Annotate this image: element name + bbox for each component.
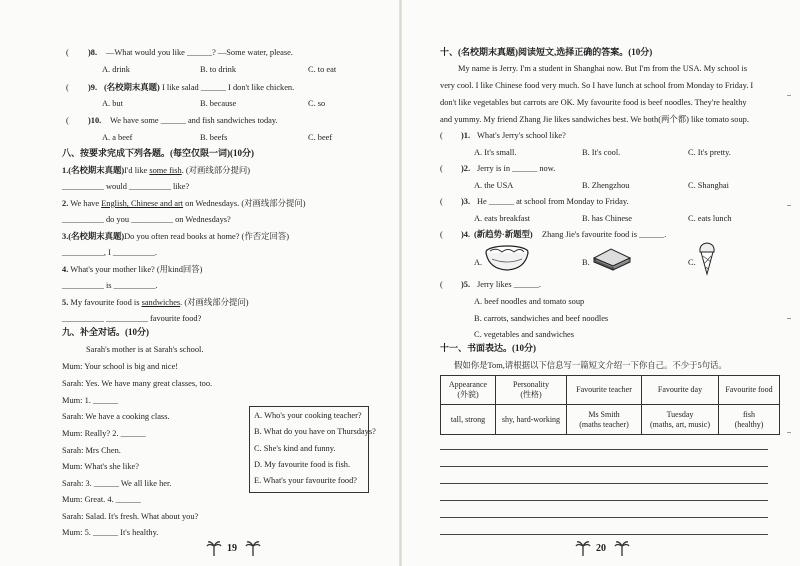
question-number: )5. bbox=[461, 280, 471, 289]
question-number: )8. bbox=[88, 48, 98, 57]
question-text: He ______ at school from Monday to Friday. bbox=[477, 197, 629, 206]
section-title: 十一、书面表达。(10分) bbox=[440, 343, 536, 353]
answer-paren: ( bbox=[440, 197, 443, 206]
answer-line[interactable]: __________ __________ favourite food? bbox=[62, 314, 202, 323]
noodle-bowl-icon bbox=[484, 243, 530, 273]
answer-line[interactable]: __________ would __________ like? bbox=[62, 182, 190, 191]
palm-icon bbox=[614, 540, 630, 556]
dialog-line: Mum: Great. 4. ______ bbox=[62, 495, 141, 504]
question-number: )10. bbox=[88, 116, 102, 125]
writing-line[interactable] bbox=[440, 466, 768, 467]
question-number: )9. bbox=[88, 83, 98, 92]
option-item: E. What's your favourite food? bbox=[254, 476, 357, 485]
answer-paren: ( bbox=[440, 131, 443, 140]
option-a: A. a beef bbox=[102, 133, 133, 142]
option-a: A. eats breakfast bbox=[474, 214, 531, 223]
question-number: )2. bbox=[461, 164, 471, 173]
dialog-line: Mum: What's she like? bbox=[62, 462, 139, 471]
ice-cream-icon bbox=[698, 240, 716, 276]
option-b: B. to drink bbox=[200, 65, 237, 74]
answer-paren: ( bbox=[66, 116, 69, 125]
section-title: 九、补全对话。(10分) bbox=[62, 327, 149, 337]
palm-icon bbox=[206, 540, 222, 556]
question-text: Zhang Jie's favourite food is ______. bbox=[542, 230, 667, 239]
writing-line[interactable] bbox=[440, 483, 768, 484]
passage-line: My name is Jerry. I'm a student in Shanghai now. But I'm from the USA. My school is bbox=[458, 64, 747, 73]
option-c: C. to eat bbox=[308, 65, 337, 74]
section-title: 八、按要求完成下列各题。(每空仅限一词)(10分) bbox=[62, 148, 254, 158]
dialog-line: Sarah: Yes. We have many great classes, too. bbox=[62, 379, 213, 388]
question-text: —What would you like ______? —Some water, please. bbox=[106, 48, 293, 57]
rewrite-question: 1.(名校期末真题)I'd like some fish. (对画线部分提问) bbox=[62, 166, 251, 175]
rewrite-question: 2. We have English, Chinese and art on Wednesdays. (对画线部分提问) bbox=[62, 199, 306, 208]
option-b: B. because bbox=[200, 99, 237, 108]
table-header: Favourite day bbox=[642, 376, 719, 405]
option-item: C. She's kind and funny. bbox=[254, 444, 336, 453]
option-item: A. Who's your cooking teacher? bbox=[254, 411, 362, 420]
option-c: C. vegetables and sandwiches bbox=[474, 330, 575, 339]
dialog-line: Sarah: Mrs Chen. bbox=[62, 446, 121, 455]
option-b: B. carrots, sandwiches and beef noodles bbox=[474, 314, 609, 323]
writing-prompt: 假如你是Tom,请根据以下信息写一篇短文介绍一下你自己。不少于5句话。 bbox=[454, 361, 727, 370]
option-item: B. What do you have on Thursdays? bbox=[254, 427, 376, 436]
question-number: )4. bbox=[461, 230, 471, 239]
option-a: A. the USA bbox=[474, 181, 514, 190]
question-number: )1. bbox=[461, 131, 471, 140]
option-c: C. Shanghai bbox=[688, 181, 729, 190]
table-cell: fish (healthy) bbox=[719, 405, 780, 435]
palm-icon bbox=[245, 540, 261, 556]
option-b: B. It's cool. bbox=[582, 148, 621, 157]
answer-line[interactable]: __________ is __________. bbox=[62, 281, 158, 290]
answer-paren: ( bbox=[440, 230, 443, 239]
table-header: Favourite food bbox=[719, 376, 780, 405]
option-a: A. bbox=[474, 258, 483, 267]
option-c: C. bbox=[688, 258, 696, 267]
question-text: What's Jerry's school like? bbox=[477, 131, 566, 140]
dialog-line: Mum: 5. ______ It's healthy. bbox=[62, 528, 159, 537]
dialog-line: Mum: Your school is big and nice! bbox=[62, 362, 179, 371]
palm-icon bbox=[575, 540, 591, 556]
passage-line: very cool. I like Chinese food very much. So I have lunch at school from Monday to Friday. I bbox=[440, 81, 754, 90]
option-b: B. bbox=[582, 258, 590, 267]
dialog-line: Mum: Really? 2. ______ bbox=[62, 429, 146, 438]
option-c: C. eats lunch bbox=[688, 214, 732, 223]
dialog-line: Mum: 1. ______ bbox=[62, 396, 119, 405]
section-title: 十、(名校期末真题)阅读短文,选择正确的答案。(10分) bbox=[440, 47, 653, 57]
option-a: A. drink bbox=[102, 65, 130, 74]
question-tag: (名校期末真题) bbox=[104, 83, 160, 92]
question-tag: (新趋势·新题型) bbox=[474, 230, 533, 239]
table-header: Appearance (外貌) bbox=[441, 376, 496, 405]
table-cell: Ms Smith (maths teacher) bbox=[567, 405, 642, 435]
option-a: A. It's small. bbox=[474, 148, 517, 157]
dialog-line: Sarah: We have a cooking class. bbox=[62, 412, 170, 421]
table-header-row bbox=[441, 376, 780, 405]
margin-tick bbox=[787, 318, 791, 319]
writing-line[interactable] bbox=[440, 534, 768, 535]
rewrite-question: 5. My favourite food is sandwiches. (对画线部分提问) bbox=[62, 298, 249, 307]
question-number: )3. bbox=[461, 197, 471, 206]
option-c: C. beef bbox=[308, 133, 333, 142]
question-text: Jerry is in ______ now. bbox=[477, 164, 556, 173]
dialog-line: Sarah: 3. ______ We all like her. bbox=[62, 479, 172, 488]
table-cell: Tuesday (maths, art, music) bbox=[642, 405, 719, 435]
answer-paren: ( bbox=[66, 48, 69, 57]
margin-tick bbox=[787, 95, 791, 96]
option-b: B. has Chinese bbox=[582, 214, 633, 223]
rewrite-question: 4. What's your mother like? (用kind回答) bbox=[62, 265, 203, 274]
answer-paren: ( bbox=[66, 83, 69, 92]
answer-paren: ( bbox=[440, 164, 443, 173]
question-text: I like salad ______ I don't like chicken. bbox=[162, 83, 295, 92]
option-a: A. beef noodles and tomato soup bbox=[474, 297, 585, 306]
answer-paren: ( bbox=[440, 280, 443, 289]
info-table bbox=[440, 375, 780, 435]
answer-line[interactable]: __________, I __________. bbox=[62, 248, 157, 257]
sandwich-icon bbox=[591, 246, 633, 272]
dialog-line: Sarah's mother is at Sarah's school. bbox=[86, 345, 204, 354]
page-gutter bbox=[399, 0, 402, 566]
table-header: Favourite teacher bbox=[567, 376, 642, 405]
passage-line: and yummy. My friend Zhang Jie likes sandwiches best. We both(两个都) like tomato soup. bbox=[440, 115, 749, 124]
options-box bbox=[249, 406, 376, 493]
table-header: Personality (性格) bbox=[496, 376, 567, 405]
question-text: Jerry likes ______. bbox=[477, 280, 541, 289]
option-b: B. beefs bbox=[200, 133, 228, 142]
dialog-line: Sarah: Salad. It's fresh. What about you? bbox=[62, 512, 199, 521]
table-row bbox=[441, 405, 780, 435]
option-c: C. so bbox=[308, 99, 326, 108]
passage-line: don't like vegetables but carrots are OK. My favourite food is beef noodles. They're healthy bbox=[440, 98, 747, 107]
writing-line[interactable] bbox=[440, 449, 768, 450]
option-b: B. Zhengzhou bbox=[582, 181, 630, 190]
answer-line[interactable]: __________ do you __________ on Wednesdays? bbox=[62, 215, 231, 224]
writing-line[interactable] bbox=[440, 500, 768, 501]
margin-tick bbox=[787, 205, 791, 206]
rewrite-question: 3.(名校期末真题)Do you often read books at home? (作否定回答) bbox=[62, 232, 290, 241]
table-cell: shy, hard-working bbox=[496, 405, 567, 435]
table-cell: tall, strong bbox=[441, 405, 496, 435]
option-item: D. My favourite food is fish. bbox=[254, 460, 351, 469]
option-a: A. but bbox=[102, 99, 123, 108]
option-c: C. It's pretty. bbox=[688, 148, 731, 157]
question-text: We have some ______ and fish sandwiches today. bbox=[110, 116, 278, 125]
margin-tick bbox=[787, 432, 791, 433]
writing-line[interactable] bbox=[440, 517, 768, 518]
